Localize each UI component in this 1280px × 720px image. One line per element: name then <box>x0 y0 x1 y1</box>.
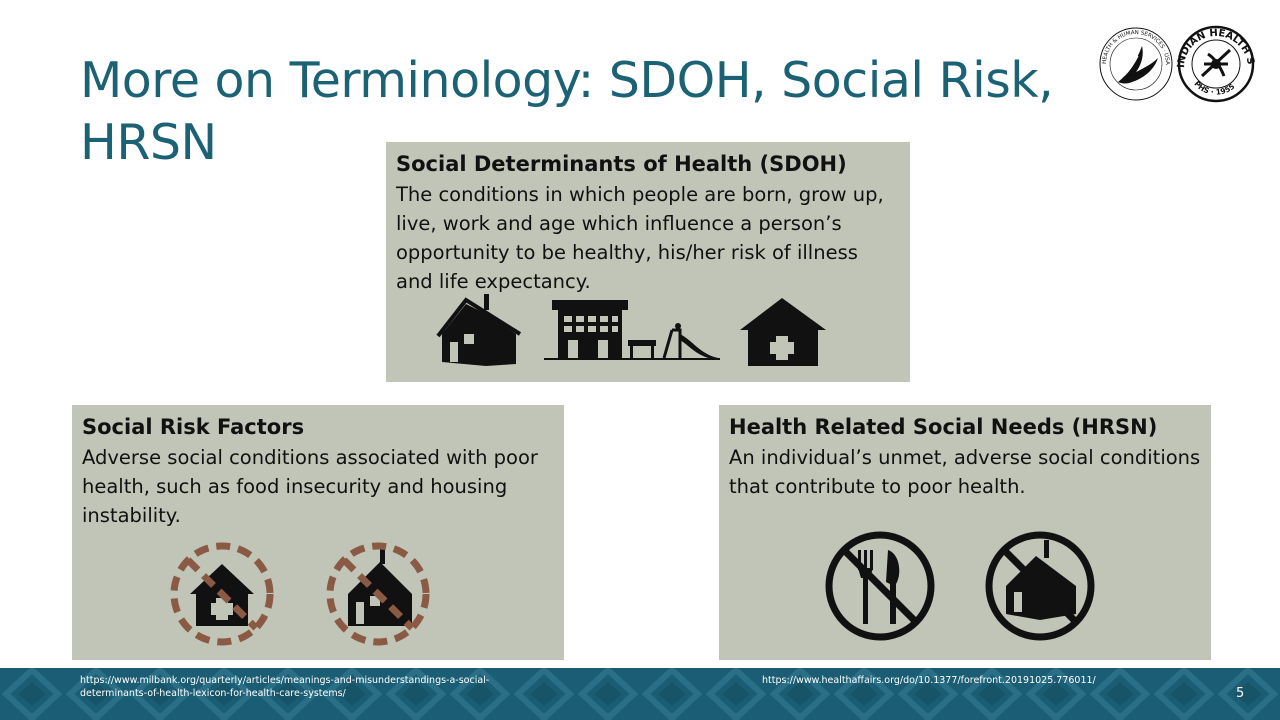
sdoh-title: Social Determinants of Health (SDOH) <box>396 152 847 176</box>
no-clinic-icon <box>174 546 270 642</box>
reference-link-milbank[interactable]: https://www.milbank.org/quarterly/articles/meanings-and-misunderstandings-a-social-determinants-of-health-lexicon-for-health-care-systems/ <box>80 675 490 699</box>
school-playground-icon <box>544 300 720 360</box>
hrsn-title: Health Related Social Needs (HRSN) <box>729 415 1158 439</box>
page-number: 5 <box>1236 686 1245 701</box>
hrsn-icons <box>820 528 1110 646</box>
footer-band <box>0 668 1280 720</box>
social-risk-title: Social Risk Factors <box>82 415 305 439</box>
slide-title: More on Terminology: SDOH, Social Risk, HRSN <box>80 52 1054 171</box>
svg-text:INDIAN HEALTH SERVICE: INDIAN HEALTH S <box>1175 27 1256 69</box>
no-house-icon <box>989 535 1091 637</box>
sdoh-definition: The conditions in which people are born, grow up, live, work and age which influence a person’s opportunity to be healthy, his/her risk of illness and life expectancy. <box>396 183 884 293</box>
ihs-seal-icon <box>1098 24 1256 101</box>
social-risk-icons <box>160 534 440 654</box>
social-risk-definition: Adverse social conditions associated with poor health, such as food insecurity and housing instability. <box>82 446 538 527</box>
svg-text:HEALTH & HUMAN SERVICES · USA: HEALTH & HUMAN SERVICES · USA <box>1101 29 1171 65</box>
sdoh-icons <box>436 290 836 370</box>
hrsn-definition: An individual’s unmet, adverse social conditions that contribute to poor health. <box>729 446 1201 498</box>
medical-clinic-icon <box>740 298 826 366</box>
house-icon <box>438 294 520 366</box>
no-house-icon <box>330 546 426 642</box>
no-food-icon <box>829 535 931 637</box>
agency-logos <box>1098 24 1256 104</box>
hhs-seal-icon <box>1100 28 1172 100</box>
reference-link-healthaffairs[interactable]: https://www.healthaffairs.org/do/10.1377/forefront.20191025.776011/ <box>762 675 1096 686</box>
svg-text:PHS · 1955: PHS · 1955 <box>1192 79 1237 97</box>
